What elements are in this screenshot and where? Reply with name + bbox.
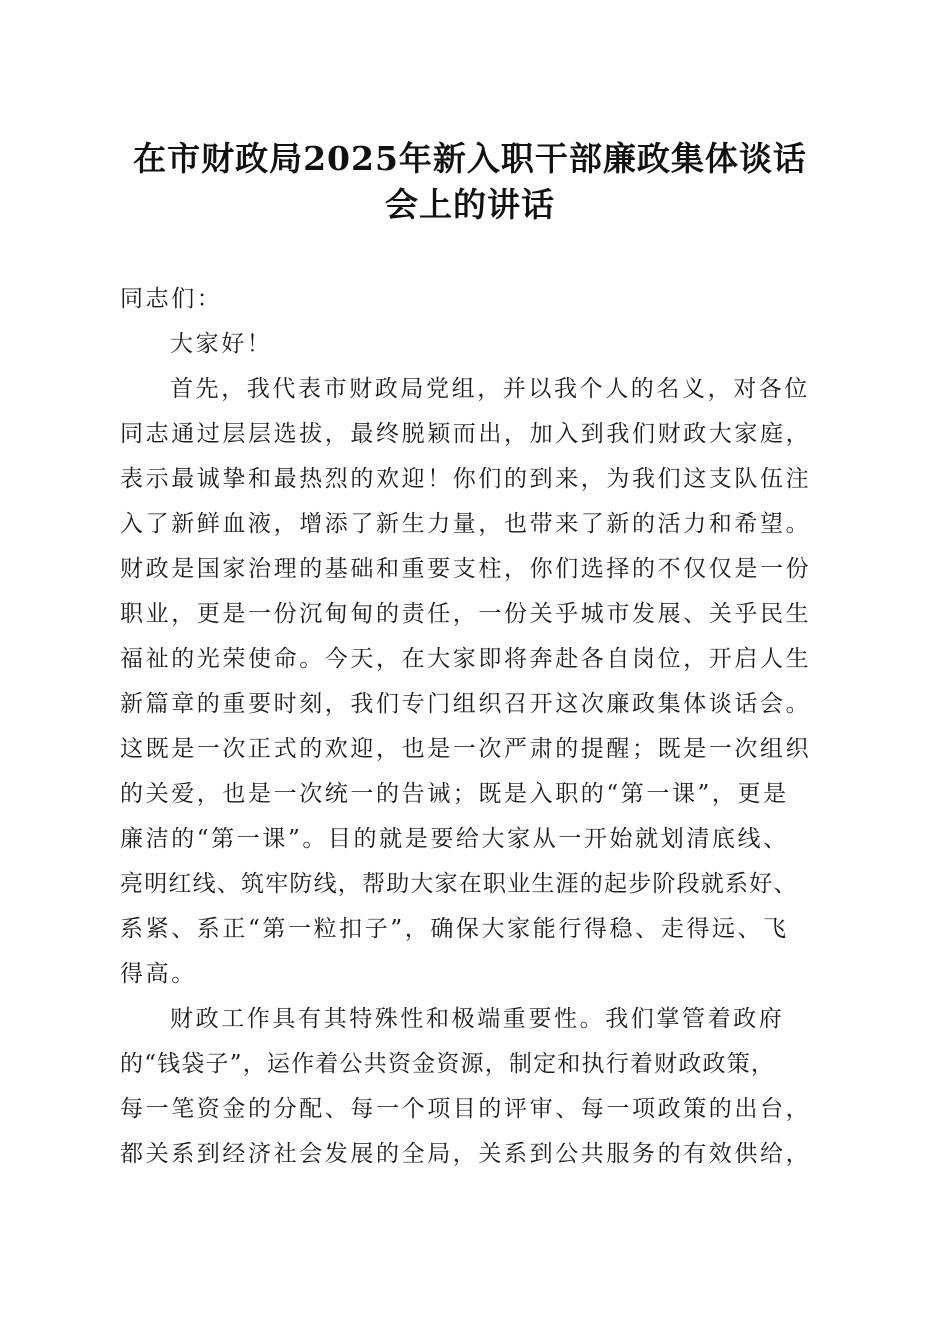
paragraph-line: 表示最诚挚和最热烈的欢迎！你们的到来，为我们这支队伍注 xyxy=(120,466,812,492)
title-line-1: 在市财政局2025年新入职干部廉政集体谈话 xyxy=(133,139,807,178)
paragraph-line: 的关爱，也是一次统一的告诫；既是入职的“第一课”，更是 xyxy=(120,781,789,807)
paragraph-line: 亮明红线、筑牢防线，帮助大家在职业生涯的起步阶段就系好、 xyxy=(120,871,798,897)
paragraph-line: 福祉的光荣使命。今天，在大家即将奔赴各自岗位，开启人生 xyxy=(120,646,812,672)
paragraph-line: 每一笔资金的分配、每一个项目的评审、每一项政策的出台， xyxy=(120,1096,812,1122)
paragraph-line: 系紧、系正“第一粒扣子”，确保大家能行得稳、走得远、飞 xyxy=(120,916,789,942)
paragraph-line: 入了新鲜血液，增添了新生力量，也带来了新的活力和希望。 xyxy=(120,511,812,537)
paragraph-line: 廉洁的“第一课”。目的就是要给大家从一开始就划清底线、 xyxy=(120,826,789,852)
paragraph-line: 得高。 xyxy=(120,961,197,987)
document-body xyxy=(120,277,832,1177)
paragraph-line: 财政工作具有其特殊性和极端重要性。我们掌管着政府 xyxy=(170,1006,785,1032)
paragraph-line: 都关系到经济社会发展的全局，关系到公共服务的有效供给， xyxy=(120,1141,812,1167)
salutation: 同志们： xyxy=(120,286,223,312)
paragraph-line: 首先，我代表市财政局党组，并以我个人的名义，对各位 xyxy=(170,376,810,402)
paragraph-line: 新篇章的重要时刻，我们专门组织召开这次廉政集体谈话会。 xyxy=(120,691,812,717)
paragraph-line: 财政是国家治理的基础和重要支柱，你们选择的不仅仅是一份 xyxy=(120,556,812,582)
paragraph-1 xyxy=(120,367,832,997)
title-line-2: 会上的讲话 xyxy=(385,185,555,224)
document-title xyxy=(100,136,840,228)
paragraph-line: 这既是一次正式的欢迎，也是一次严肃的提醒；既是一次组织 xyxy=(120,736,812,762)
paragraph-2 xyxy=(120,997,832,1177)
greeting: 大家好！ xyxy=(170,331,273,357)
paragraph-line: 的“钱袋子”，运作着公共资金资源，制定和执行着财政政策， xyxy=(120,1051,776,1077)
paragraph-line: 同志通过层层选拔，最终脱颖而出，加入到我们财政大家庭， xyxy=(120,421,812,447)
paragraph-line: 职业，更是一份沉甸甸的责任，一份关乎城市发展、关乎民生 xyxy=(120,601,812,627)
